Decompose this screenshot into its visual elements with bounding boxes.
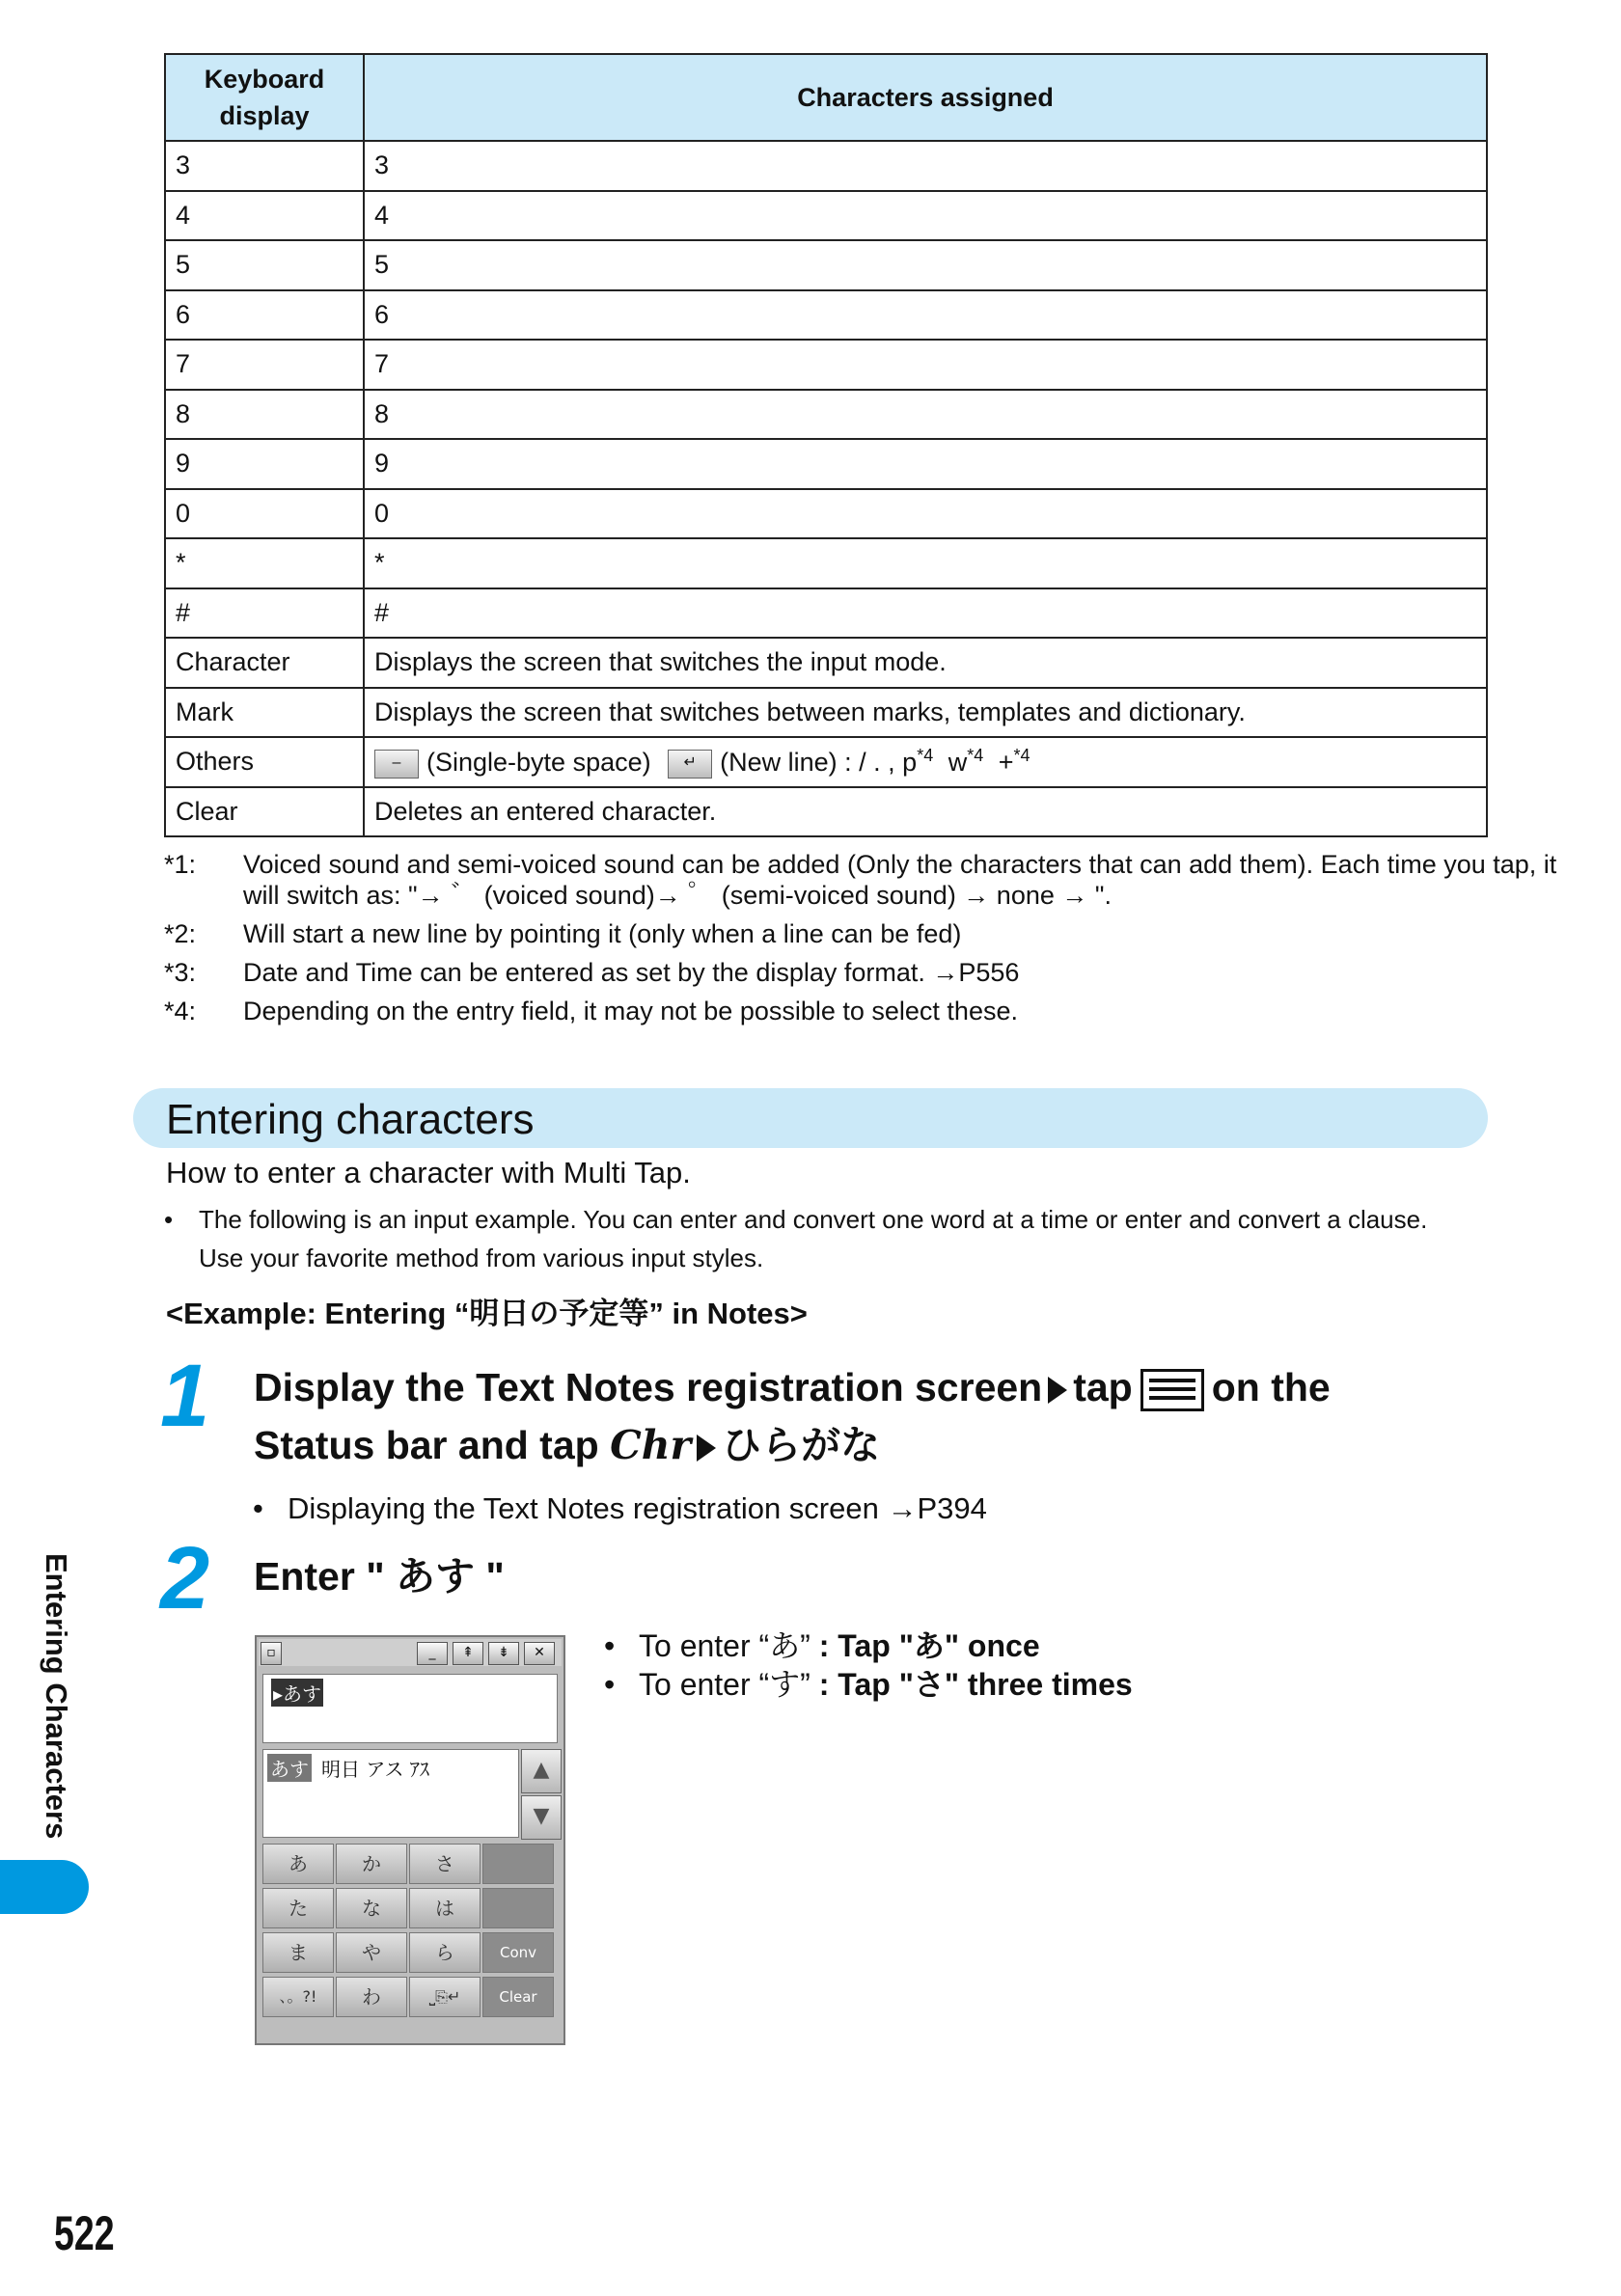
table-cell: 5	[165, 240, 364, 290]
table-cell: *	[364, 538, 1487, 588]
table-cell: 3	[364, 141, 1487, 191]
bullet-text: The following is an input example. You can enter and convert one word at a time or enter and convert a clause.	[199, 1205, 1428, 1234]
phone-screenshot	[255, 1635, 565, 2045]
table-cell: *	[165, 538, 364, 588]
table-row	[165, 340, 1487, 390]
selected-candidate[interactable]: あす	[267, 1754, 312, 1782]
minimize-button[interactable]: _	[417, 1642, 448, 1665]
bullet-text-bold: : Tap "さ" three times	[818, 1667, 1133, 1702]
newline-text: (New line) : / . , p	[720, 747, 918, 777]
step1-note: Displaying the Text Notes registration screen →P394	[288, 1491, 987, 1525]
page-down-button[interactable]: ⇟	[488, 1642, 519, 1665]
footnote-ref: *4	[967, 745, 984, 765]
table-cell: Others	[165, 737, 364, 787]
table-row	[165, 588, 1487, 639]
footnote-mark: *4:	[164, 997, 197, 1025]
key-ya[interactable]: や	[336, 1932, 407, 1973]
step2-bullet-2	[639, 1665, 1133, 1704]
step1-text: Display the Text Notes registration screen	[254, 1365, 1043, 1409]
table-row	[165, 390, 1487, 440]
chapter-tab	[0, 1860, 89, 1914]
table-cell: 6	[364, 290, 1487, 341]
key-na[interactable]: な	[336, 1888, 407, 1928]
conv-button[interactable]: Conv	[482, 1932, 554, 1973]
candidate-list[interactable]	[262, 1749, 519, 1838]
space-text: (Single-byte space)	[426, 747, 651, 777]
arrow-icon	[697, 1435, 716, 1462]
footnote-mark: *2:	[164, 919, 197, 948]
w-char: w	[948, 747, 968, 777]
step2-bullet-1	[639, 1626, 1040, 1665]
table-row	[165, 191, 1487, 241]
footnote-text: Voiced sound and semi-voiced sound can be added (Only the characters that can add them). Each time you tap, it will switch as: "→ ゛ (voiced sound)→ ゜ (semi-voiced sound) → none → ".	[243, 850, 1557, 910]
clear-button[interactable]: Clear	[482, 1977, 554, 2017]
key-ka[interactable]: か	[336, 1844, 407, 1884]
key-ra[interactable]: ら	[409, 1932, 481, 1973]
bullet-text: To enter “あ”	[639, 1628, 819, 1663]
step1-text: on the	[1211, 1365, 1331, 1409]
chr-label: Chr	[610, 1422, 692, 1468]
section-banner	[133, 1088, 1488, 1148]
table-cell: Displays the screen that switches the input mode.	[364, 638, 1487, 688]
table-header-row	[165, 54, 1487, 141]
footnote-text: Depending on the entry field, it may not be possible to select these.	[243, 997, 1018, 1025]
table-cell: 0	[364, 489, 1487, 539]
table-cell: Mark	[165, 688, 364, 738]
section-intro: How to enter a character with Multi Tap.	[166, 1156, 691, 1189]
table-cell: Displays the screen that switches between marks, templates and dictionary.	[364, 688, 1487, 738]
step2-title: Enter " あす "	[254, 1554, 505, 1599]
side-chapter-label	[39, 1553, 81, 1843]
newline-key-icon: ↵	[668, 750, 712, 779]
step1-title-line1	[254, 1358, 1331, 1416]
table-cell: Character	[165, 638, 364, 688]
footnote-mark: *1:	[164, 850, 197, 879]
table-cell: 0	[165, 489, 364, 539]
key-wa[interactable]: わ	[336, 1977, 407, 2017]
table-cell: 9	[165, 439, 364, 489]
bullet-dot: •	[253, 1491, 263, 1525]
column-header-keyboard: Keyboard display	[165, 54, 364, 141]
column-header-characters: Characters assigned	[364, 54, 1487, 141]
table-cell: #	[165, 588, 364, 639]
key-punctuation[interactable]: 、。?!	[262, 1977, 334, 2017]
table-cell: 8	[364, 390, 1487, 440]
footnote-ref: *4	[1013, 745, 1030, 765]
table-cell: Clear	[165, 787, 364, 837]
table-cell: 3	[165, 141, 364, 191]
table-row	[165, 688, 1487, 738]
bullet-text-cont: Use your favorite method from various input styles.	[199, 1244, 764, 1272]
arrow-icon	[1048, 1377, 1067, 1404]
table-cell: 7	[165, 340, 364, 390]
table-row	[165, 240, 1487, 290]
step1-text: ひらがな	[722, 1423, 881, 1467]
key-blank[interactable]	[482, 1888, 554, 1928]
key-ha[interactable]: は	[409, 1888, 481, 1928]
page-up-button[interactable]: ⇞	[453, 1642, 483, 1665]
example-heading: <Example: Entering “明日の予定等” in Notes>	[166, 1297, 808, 1330]
keyboard-assignment-table	[164, 53, 1488, 837]
key-ma[interactable]: ま	[262, 1932, 334, 1973]
table-cell: 4	[165, 191, 364, 241]
footnote-ref: *4	[917, 745, 934, 765]
table-cell: 9	[364, 439, 1487, 489]
table-cell: Deletes an entered character.	[364, 787, 1487, 837]
chapter-label-text: Entering Characters	[40, 1553, 73, 1840]
keyboard-icon	[1140, 1369, 1204, 1411]
step-number-1: 1	[160, 1347, 210, 1445]
text-input-area[interactable]	[262, 1674, 558, 1743]
page-number: 522	[54, 2206, 115, 2260]
candidate-items[interactable]: 明日 アス ｱｽ	[321, 1758, 429, 1781]
table-row	[165, 439, 1487, 489]
step1-title-line2	[254, 1416, 880, 1474]
scroll-down-icon[interactable]: ▼	[521, 1795, 562, 1840]
plus-char: +	[998, 747, 1014, 777]
table-row	[165, 787, 1487, 837]
bullet-dot: •	[164, 1205, 174, 1234]
bullet-dot: •	[604, 1628, 616, 1663]
table-cell: #	[364, 588, 1487, 639]
table-cell: 8	[165, 390, 364, 440]
table-row	[165, 290, 1487, 341]
footnote-text: Will start a new line by pointing it (only when a line can be fed)	[243, 919, 962, 948]
table-row	[165, 141, 1487, 191]
key-space-newline[interactable]: ⎵⎘↵	[409, 1977, 481, 2017]
table-row	[165, 489, 1487, 539]
table-row-others	[165, 737, 1487, 787]
footnote-text: Date and Time can be entered as set by the display format. →P556	[243, 958, 1020, 987]
table-cell: 5	[364, 240, 1487, 290]
key-blank[interactable]	[482, 1844, 554, 1884]
menu-icon[interactable]: ▫	[261, 1642, 282, 1665]
footnote-mark: *3:	[164, 958, 197, 987]
close-button[interactable]: ✕	[524, 1642, 555, 1665]
table-cell: 4	[364, 191, 1487, 241]
key-sa[interactable]: さ	[409, 1844, 481, 1884]
step1-text: Status bar and tap	[254, 1423, 599, 1467]
space-key-icon: –	[374, 750, 419, 779]
table-cell: 7	[364, 340, 1487, 390]
key-ta[interactable]: た	[262, 1888, 334, 1928]
table-cell: 6	[165, 290, 364, 341]
bullet-text-bold: : Tap "あ" once	[818, 1628, 1040, 1663]
bullet-dot: •	[604, 1667, 616, 1702]
phone-title-bar	[259, 1639, 562, 1666]
others-cell	[364, 737, 1487, 787]
table-row	[165, 538, 1487, 588]
table-row	[165, 638, 1487, 688]
scroll-up-icon[interactable]: ▲	[521, 1749, 562, 1793]
section-title: Entering characters	[166, 1096, 535, 1143]
key-a[interactable]: あ	[262, 1844, 334, 1884]
step-number-2: 2	[160, 1529, 210, 1627]
input-text: ▸あす	[271, 1679, 323, 1707]
step1-text: tap	[1073, 1365, 1133, 1409]
bullet-text: To enter “す”	[639, 1667, 819, 1702]
